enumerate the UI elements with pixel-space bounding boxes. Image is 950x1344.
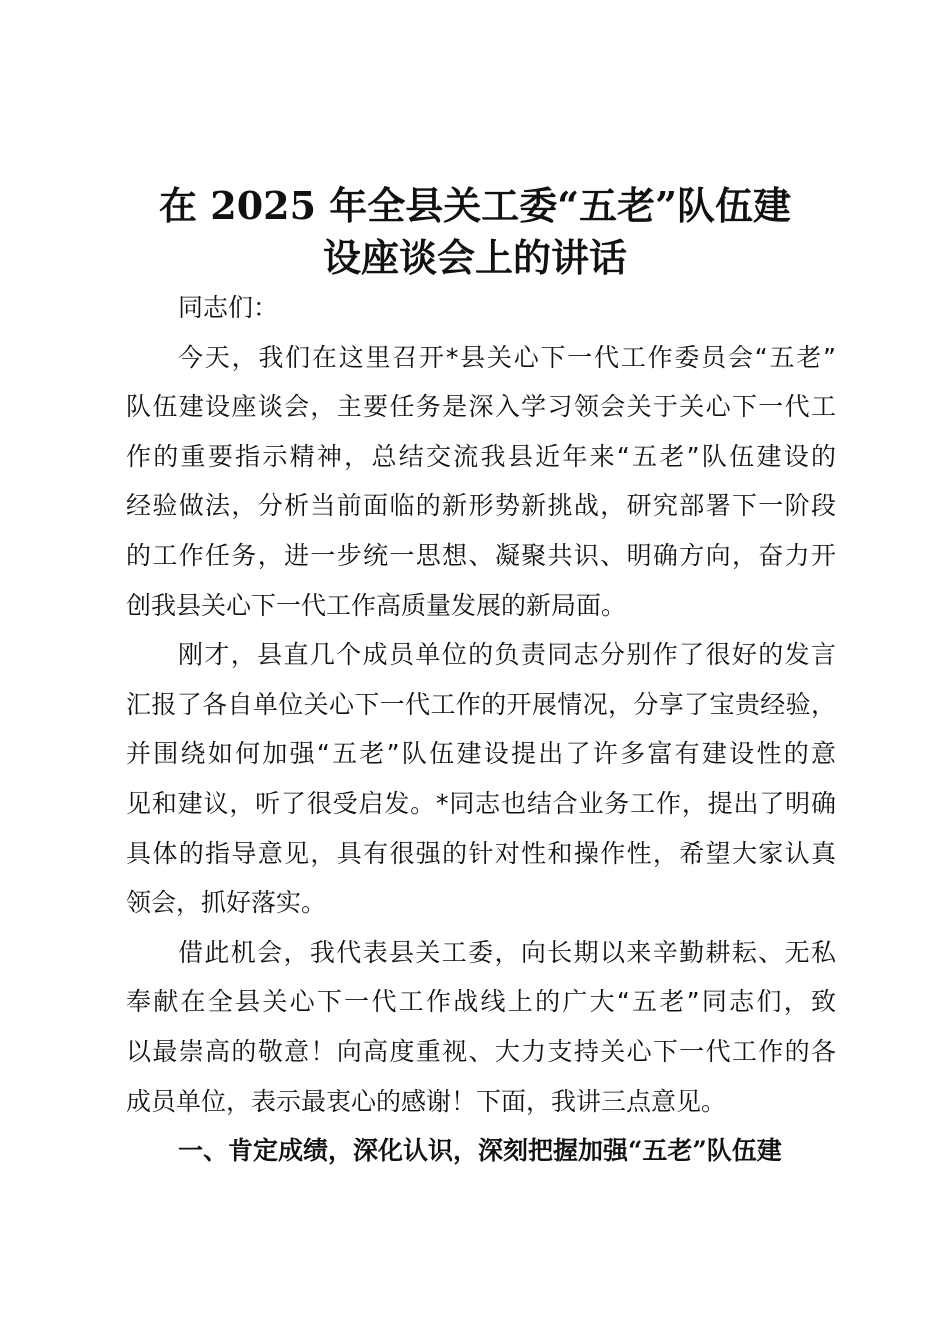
paragraph-line: 的工作任务，进一步统一思想、凝聚共识、明确方向，奋力开 — [126, 540, 836, 570]
paragraph-opening — [126, 333, 836, 631]
paragraph-speeches — [126, 630, 836, 928]
paragraph-line: 见和建议，听了很受启发。*同志也结合业务工作，提出了明确 — [126, 788, 836, 818]
paragraph-line: 经验做法，分析当前面临的新形势新挑战，研究部署下一阶段 — [126, 491, 836, 521]
paragraph-line: 创我县关心下一代工作高质量发展的新局面。 — [126, 590, 627, 620]
paragraph-line: 队伍建设座谈会，主要任务是深入学习领会关于关心下一代工 — [126, 392, 836, 422]
paragraph-line: 具体的指导意见，具有很强的针对性和操作性，希望大家认真 — [126, 838, 836, 868]
section-heading-1: 一、肯定成绩，深化认识，深刻把握加强“五老”队伍建 — [178, 1136, 782, 1166]
paragraph-line: 领会，抓好落实。 — [126, 888, 327, 918]
document-title — [120, 180, 830, 284]
paragraph-line: 汇报了各自单位关心下一代工作的开展情况，分享了宝贵经验， — [126, 689, 836, 719]
paragraph-line: 奉献在全县关心下一代工作战线上的广大“五老”同志们，致 — [126, 987, 836, 1017]
paragraph-line: 刚才，县直几个成员单位的负责同志分别作了很好的发言 — [178, 640, 836, 670]
title-line-1: 在 2025 年全县关工委“五老”队伍建 — [159, 183, 791, 228]
salutation: 同志们： — [178, 293, 279, 322]
paragraph-line: 借此机会，我代表县关工委，向长期以来辛勤耕耘、无私 — [178, 937, 836, 967]
title-line-2: 设座谈会上的讲话 — [322, 235, 627, 280]
paragraph-line: 成员单位，表示最衷心的感谢！下面，我讲三点意见。 — [126, 1086, 727, 1116]
paragraph-line: 作的重要指示精神，总结交流我县近年来“五老”队伍建设的 — [126, 441, 836, 471]
paragraph-line: 今天，我们在这里召开*县关心下一代工作委员会“五老” — [178, 342, 836, 372]
paragraph-line: 以最崇高的敬意！向高度重视、大力支持关心下一代工作的各 — [126, 1036, 836, 1066]
paragraph-line: 并围绕如何加强“五老”队伍建设提出了许多富有建设性的意 — [126, 739, 836, 769]
paragraph-gratitude — [126, 928, 836, 1126]
document-body — [126, 283, 836, 1176]
